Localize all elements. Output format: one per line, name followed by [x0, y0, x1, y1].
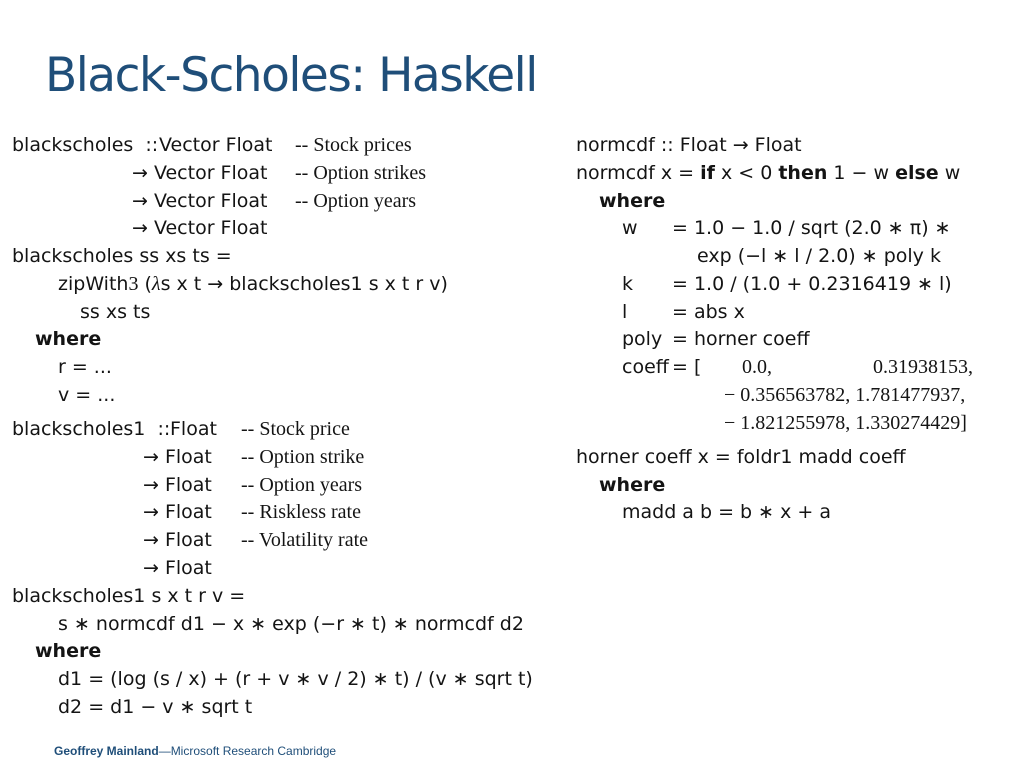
sig-comment: -- Option years — [241, 474, 363, 496]
coeff-row: − 1.821255978, 1.330274429] — [724, 412, 967, 434]
binding-k-name: k — [622, 273, 634, 295]
binding-v: v = ... — [58, 384, 116, 406]
sig-type: → Vector Float — [132, 217, 268, 239]
sig-type: → Vector Float — [132, 190, 268, 212]
binding-poly-name: poly — [622, 328, 663, 350]
normcdf-else-branch: w — [938, 162, 961, 184]
binding-r: r = ... — [58, 356, 112, 378]
sig-comment: -- Volatility rate — [241, 529, 369, 551]
sig-comment: -- Stock prices — [295, 134, 412, 156]
binding-w-expr-cont: exp (−l ∗ l / 2.0) ∗ poly k — [697, 245, 941, 267]
sig-type: → Float — [143, 529, 212, 551]
sig-name: blackscholes :: — [12, 134, 159, 156]
coeff-row: − 0.356563782, 1.781477937, — [724, 384, 966, 406]
keyword-else: else — [895, 162, 939, 184]
binding-d2: d2 = d1 − v ∗ sqrt t — [58, 696, 253, 718]
slide-title: Black-Scholes: Haskell — [45, 48, 537, 103]
binding-l-name: l — [622, 301, 628, 323]
sig-comment: -- Option years — [295, 190, 417, 212]
def-body: s ∗ normcdf d1 − x ∗ exp (−r ∗ t) ∗ normcdf d2 — [58, 613, 524, 635]
where-keyword: where — [599, 190, 666, 212]
binding-poly-expr: = horner coeff — [672, 328, 810, 350]
binding-coeff-name: coeff — [622, 356, 669, 378]
def-head: blackscholes1 s x t r v = — [12, 585, 246, 607]
binding-w-name: w — [622, 217, 638, 239]
lambda-body: s x t → blackscholes1 s x t r v) — [160, 273, 448, 295]
def-head: blackscholes ss xs ts = — [12, 245, 232, 267]
coeff-list-open: = [ — [672, 356, 702, 378]
sig-type: Vector Float — [159, 134, 273, 156]
normcdf-signature: normcdf :: Float → Float — [576, 134, 802, 156]
where-keyword: where — [35, 328, 102, 350]
sig-type: Float — [170, 418, 217, 440]
sig-comment: -- Option strikes — [295, 162, 427, 184]
binding-madd: madd a b = b ∗ x + a — [622, 501, 831, 523]
footer-dash: — — [158, 744, 171, 758]
sig-type: → Float — [143, 557, 212, 579]
zip-fn: zipWith — [58, 273, 129, 295]
sig-name: blackscholes1 :: — [12, 418, 171, 440]
coeff-value: 0.0, — [742, 356, 772, 378]
sig-comment: -- Stock price — [241, 418, 350, 440]
normcdf-then-branch: 1 − w — [827, 162, 896, 184]
keyword-then: then — [778, 162, 828, 184]
normcdf-cond: x < 0 — [714, 162, 779, 184]
binding-k-expr: = 1.0 / (1.0 + 0.2316419 ∗ l) — [672, 273, 952, 295]
where-keyword: where — [35, 640, 102, 662]
footer-author: Geoffrey Mainland — [54, 744, 159, 758]
lambda-symbol: λ — [151, 273, 161, 295]
slide-footer — [54, 744, 336, 758]
sig-type: → Vector Float — [132, 162, 268, 184]
horner-head: horner coeff x = foldr1 madd coeff — [576, 446, 906, 468]
normcdf-head — [576, 161, 960, 185]
sig-comment: -- Riskless rate — [241, 501, 361, 523]
sig-comment: -- Option strike — [241, 446, 365, 468]
binding-w-expr: = 1.0 − 1.0 / sqrt (2.0 ∗ π) ∗ — [672, 217, 951, 239]
where-keyword: where — [599, 474, 666, 496]
zip-arity: 3 — [128, 273, 139, 295]
zip-args: ss xs ts — [80, 301, 151, 323]
normcdf-lhs: normcdf x = — [576, 162, 701, 184]
footer-org: Microsoft Research Cambridge — [170, 744, 337, 758]
binding-l-expr: = abs x — [672, 301, 745, 323]
coeff-value: 0.31938153, — [873, 356, 973, 378]
zipwith-line — [58, 272, 448, 296]
lambda-open: ( — [138, 273, 152, 295]
keyword-if: if — [700, 162, 715, 184]
sig-type: → Float — [143, 474, 212, 496]
sig-type: → Float — [143, 501, 212, 523]
sig-type: → Float — [143, 446, 212, 468]
binding-d1: d1 = (log (s / x) + (r + v ∗ v / 2) ∗ t) / (v ∗ sqrt t) — [58, 668, 533, 690]
